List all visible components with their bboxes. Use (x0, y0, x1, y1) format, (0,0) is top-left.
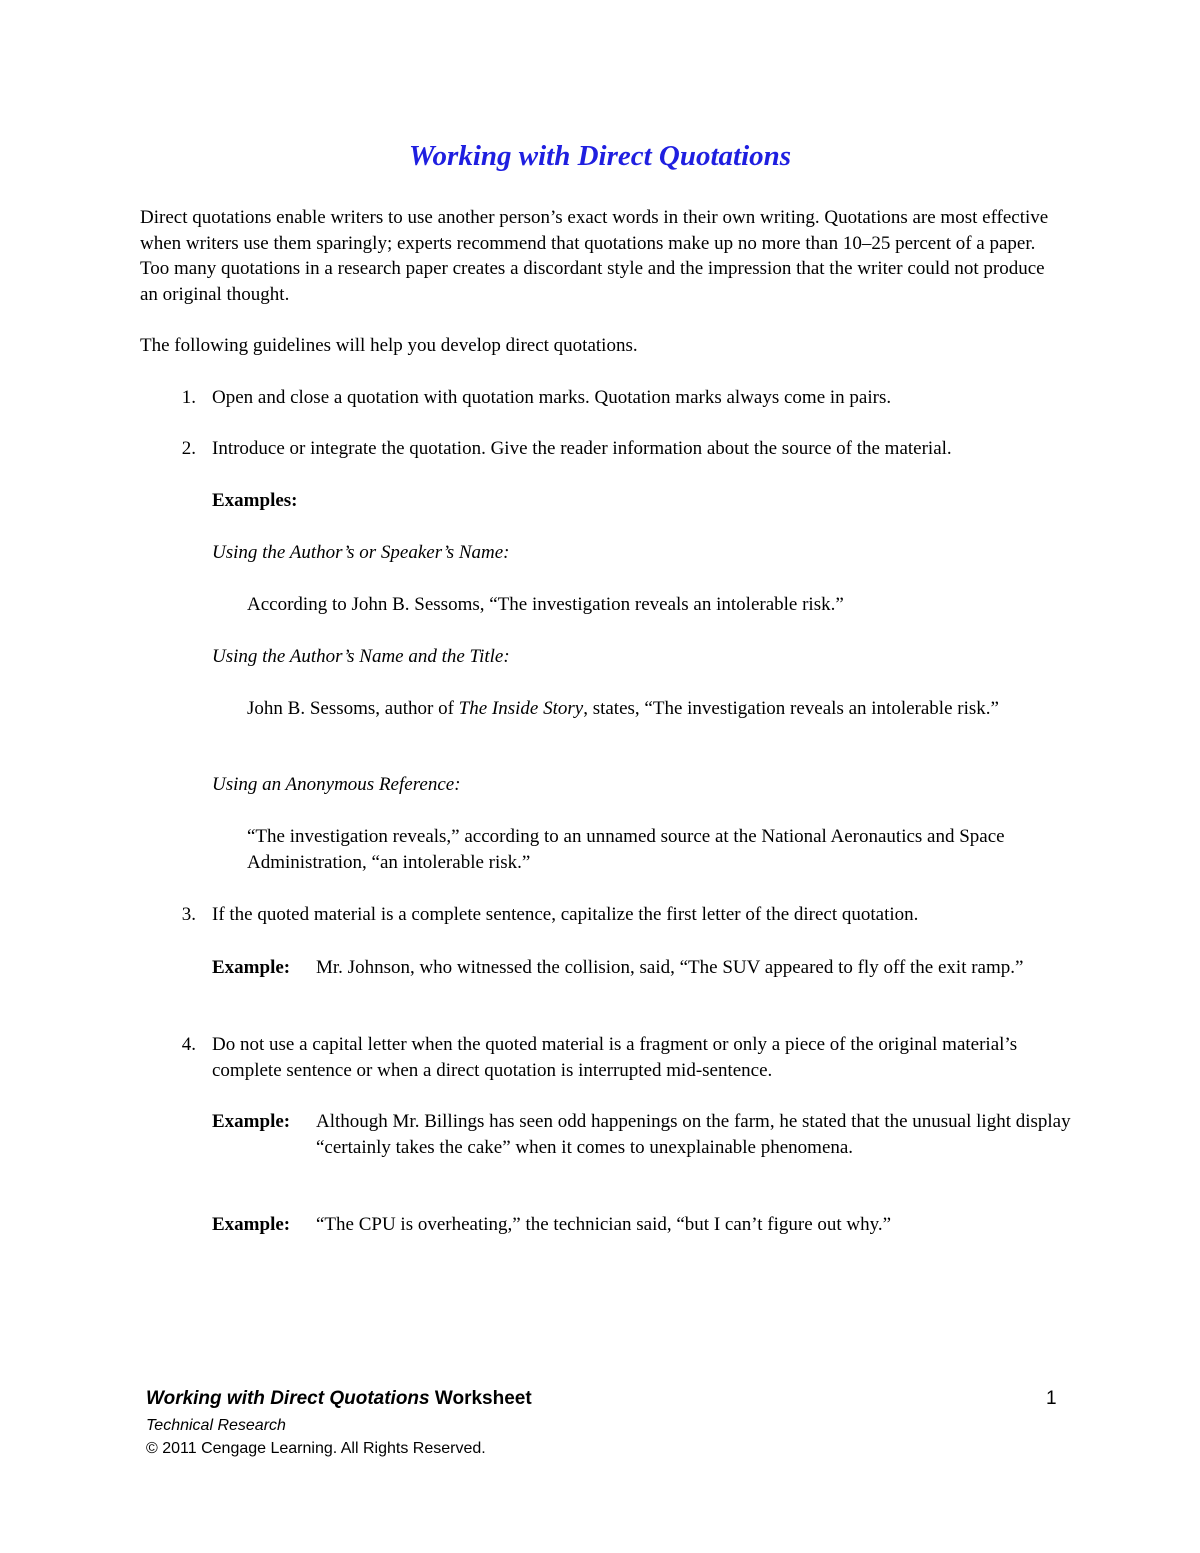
footer-title (146, 1388, 532, 1410)
list-item-text: Do not use a capital letter when the quoted material is a fragment or only a piece of the original material’s complete sentence or when a direct quotation is interrupted mid-sentence. (212, 1034, 1018, 1081)
example-quote (247, 696, 1067, 722)
example-label: Example: (212, 1111, 291, 1132)
example-label: Example: (212, 957, 291, 978)
example-text: “The CPU is overheating,” the technician said, “but I can’t figure out why.” (316, 1214, 892, 1235)
example-subheading: Using an Anonymous Reference: (212, 774, 461, 795)
example-quote: “The investigation reveals,” according to an unnamed source at the National Aeronautics and Space Administration, “an intolerable risk.” (247, 826, 1005, 873)
list-number: 1. (181, 387, 196, 408)
list-item-text: If the quoted material is a complete sentence, capitalize the first letter of the direct quotation. (212, 904, 919, 925)
example-label: Example: (212, 1214, 291, 1235)
quote-text: John B. Sessoms, author of (247, 698, 459, 719)
footer-title-italic: Working with Direct Quotations (146, 1388, 430, 1409)
list-item-text: Introduce or integrate the quotation. Give the reader information about the source of the material. (212, 438, 952, 459)
example-quote: According to John B. Sessoms, “The investigation reveals an intolerable risk.” (247, 594, 844, 615)
footer-title-suffix: Worksheet (429, 1388, 532, 1409)
list-number: 3. (181, 904, 196, 925)
page-number: 1 (1046, 1388, 1057, 1409)
book-title: The Inside Story (458, 698, 584, 719)
footer-copyright: © 2011 Cengage Learning. All Rights Reserved. (146, 1440, 486, 1457)
list-item-text: Open and close a quotation with quotation marks. Quotation marks always come in pairs. (212, 387, 892, 408)
intro-paragraph: Direct quotations enable writers to use another person’s exact words in their own writing. Quotations are most effective when writers use them sparingly; experts recommend that quotations make up no more than 10–25 percent of a paper. Too many quotations in a research paper creates a discordant style and the impression that the writer could not produce an original thought. (140, 207, 1049, 305)
footer-subtitle: Technical Research (146, 1417, 286, 1434)
guidelines-intro: The following guidelines will help you develop direct quotations. (140, 335, 638, 356)
example-text: Mr. Johnson, who witnessed the collision, said, “The SUV appeared to fly off the exit ramp.” (316, 957, 1024, 978)
list-number: 4. (181, 1034, 196, 1055)
list-number: 2. (181, 438, 196, 459)
example-text: Although Mr. Billings has seen odd happenings on the farm, he stated that the unusual light display “certainly takes the cake” when it comes to unexplainable phenomena. (316, 1111, 1071, 1158)
example-subheading: Using the Author’s Name and the Title: (212, 646, 510, 667)
example-subheading: Using the Author’s or Speaker’s Name: (212, 542, 510, 563)
examples-heading: Examples: (212, 490, 298, 511)
page-title: Working with Direct Quotations (408, 140, 792, 172)
quote-text: , states, “The investigation reveals an intolerable risk.” (583, 698, 999, 719)
